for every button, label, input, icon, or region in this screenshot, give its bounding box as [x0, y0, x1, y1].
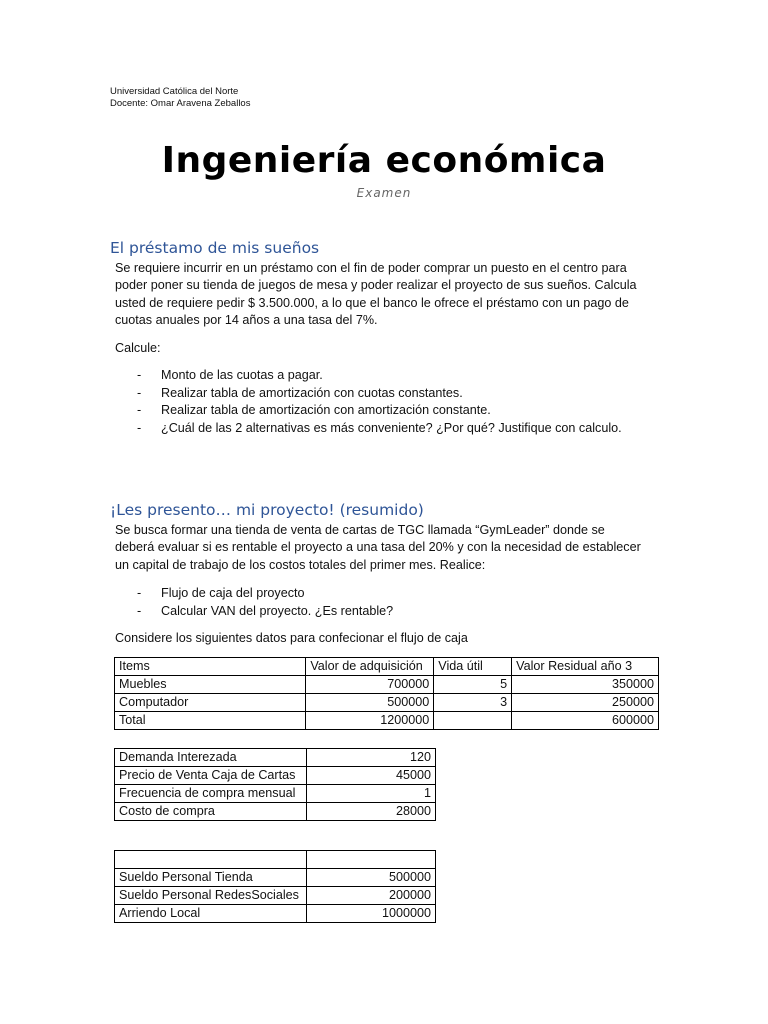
table-cell: 1200000: [306, 712, 434, 730]
table-row: [115, 749, 436, 767]
table-row: [115, 694, 659, 712]
document-title: Ingeniería económica: [161, 140, 607, 181]
table-cell: 600000: [512, 712, 659, 730]
table-header-row: [115, 658, 659, 676]
table-cell: 28000: [306, 803, 435, 821]
table-cell: 350000: [512, 676, 659, 694]
loan-task-list: [115, 367, 622, 437]
table-cell: 700000: [306, 676, 434, 694]
consider-text: Considere los siguientes datos para confecionar el flujo de caja: [115, 631, 468, 645]
table-row: [115, 905, 436, 923]
table-row: [115, 767, 436, 785]
table-row: [115, 676, 659, 694]
paragraph-line: cuotas anuales por 14 años a una tasa del 7%.: [115, 313, 378, 328]
table-cell: 5: [434, 676, 512, 694]
paragraph-line: Se requiere incurrir en un préstamo con el fin de poder comprar un puesto en el centro para: [115, 261, 627, 275]
list-item: - ¿Cuál de las 2 alternativas es más conveniente? ¿Por qué? Justifique con calculo.: [115, 420, 622, 438]
table-header-cell: Items: [115, 658, 306, 676]
calcule-label: Calcule:: [115, 341, 161, 355]
table-cell: Muebles: [115, 676, 306, 694]
table-row: [115, 785, 436, 803]
table-header-cell: Valor de adquisición: [306, 658, 434, 676]
assets-table: [114, 657, 659, 730]
table-row: [115, 712, 659, 730]
table-cell: 120: [306, 749, 435, 767]
university-name: Universidad Católica del Norte: [110, 86, 239, 97]
document-subtitle: Examen: [356, 186, 412, 200]
table-cell: Sueldo Personal RedesSociales: [115, 887, 307, 905]
table-cell: Demanda Interezada: [115, 749, 307, 767]
table-header-cell: Vida útil: [434, 658, 512, 676]
demand-table: [114, 748, 436, 821]
table-cell: Precio de Venta Caja de Cartas: [115, 767, 307, 785]
table-cell: 500000: [306, 694, 434, 712]
table-cell: 1: [306, 785, 435, 803]
list-item: - Calcular VAN del proyecto. ¿Es rentable?: [115, 603, 393, 621]
project-paragraph: [115, 522, 655, 574]
costs-table: [114, 850, 436, 923]
table-cell: [306, 851, 435, 869]
section-heading-loan: El préstamo de mis sueños: [110, 239, 320, 257]
list-item: - Realizar tabla de amortización con amortización constante.: [115, 402, 622, 420]
loan-paragraph: [115, 260, 655, 330]
paragraph-line: Se busca formar una tienda de venta de cartas de TGC llamada “GymLeader” donde se: [115, 523, 605, 537]
table-cell: Computador: [115, 694, 306, 712]
table-header-cell: Valor Residual año 3: [512, 658, 659, 676]
paragraph-line: un capital de trabajo de los costos totales del primer mes. Realice:: [115, 557, 486, 572]
table-cell: 45000: [306, 767, 435, 785]
table-cell: 1000000: [306, 905, 435, 923]
table-row: [115, 869, 436, 887]
table-cell: [115, 851, 307, 869]
table-row: [115, 803, 436, 821]
project-task-list: [115, 585, 393, 620]
table-cell: 250000: [512, 694, 659, 712]
table-cell: Total: [115, 712, 306, 730]
paragraph-line: poder poner su tienda de juegos de mesa y poder realizar el proyecto de sus sueños. Calcula: [115, 278, 637, 293]
table-cell: 3: [434, 694, 512, 712]
table-cell: 500000: [306, 869, 435, 887]
document-header: [110, 86, 250, 110]
table-cell: Costo de compra: [115, 803, 307, 821]
section-heading-project: ¡Les presento… mi proyecto! (resumido): [110, 501, 424, 519]
list-item: - Flujo de caja del proyecto: [115, 585, 393, 603]
paragraph-line: deberá evaluar si es rentable el proyecto a una tasa del 20% y con la necesidad de establecer: [115, 540, 641, 555]
docente-name: Docente: Omar Aravena Zeballos: [110, 98, 251, 109]
list-item: - Realizar tabla de amortización con cuotas constantes.: [115, 385, 622, 403]
paragraph-line: usted de requiere pedir $ 3.500.000, a lo que el banco le ofrece el préstamo con un pago de: [115, 295, 629, 310]
table-cell: Frecuencia de compra mensual: [115, 785, 307, 803]
list-item: - Monto de las cuotas a pagar.: [115, 367, 622, 385]
table-cell: Arriendo Local: [115, 905, 307, 923]
table-row: [115, 887, 436, 905]
table-cell: 200000: [306, 887, 435, 905]
table-cell: [434, 712, 512, 730]
table-row: [115, 851, 436, 869]
table-cell: Sueldo Personal Tienda: [115, 869, 307, 887]
